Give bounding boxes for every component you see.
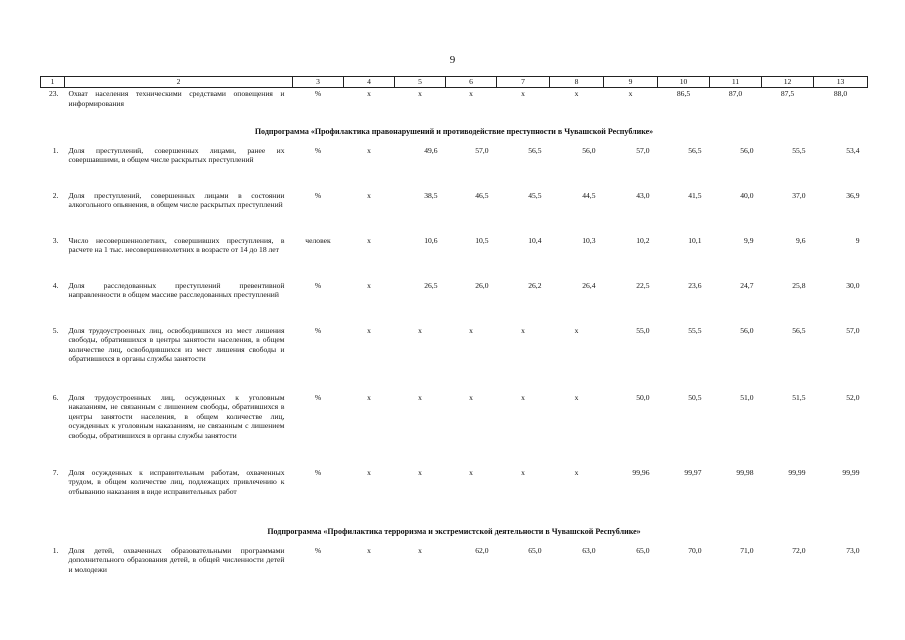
table-header bbox=[41, 77, 868, 88]
value-cell: 55,5 bbox=[688, 325, 702, 335]
value-cell: 56,0 bbox=[740, 145, 754, 155]
table-row bbox=[41, 393, 868, 468]
indicator-name: Доля расследованных преступлений превентивной направленности в общем массиве расследованных преступлений bbox=[68, 280, 285, 300]
value-cell: 99,96 bbox=[632, 467, 650, 477]
value-cell: x bbox=[521, 325, 525, 335]
unit-cell: % bbox=[314, 467, 322, 477]
value-cell: 10,4 bbox=[528, 235, 542, 245]
unit-cell: % bbox=[314, 392, 322, 402]
value-cell: 88,0 bbox=[833, 89, 848, 98]
indicator-name: Доля преступлений, совершенных лицами, ранее их совершавшими, в общем числе раскрытых преступлений bbox=[68, 145, 285, 165]
section-row bbox=[41, 518, 868, 546]
value-cell: x bbox=[469, 89, 473, 98]
value-cell: 55,5 bbox=[792, 145, 806, 155]
value-cell: 71,0 bbox=[740, 545, 754, 555]
table-row bbox=[41, 88, 868, 118]
value-cell: x bbox=[367, 325, 371, 335]
column-header: 13 bbox=[814, 77, 868, 88]
row-number: 7. bbox=[52, 467, 59, 477]
value-cell: 26,2 bbox=[528, 280, 542, 290]
value-cell: 56,5 bbox=[688, 145, 702, 155]
value-cell: 26,0 bbox=[475, 280, 489, 290]
value-cell: 46,5 bbox=[475, 190, 489, 200]
value-cell: 65,0 bbox=[528, 545, 542, 555]
indicators-table bbox=[40, 76, 868, 582]
value-cell: x bbox=[418, 392, 422, 402]
value-cell: 65,0 bbox=[636, 545, 650, 555]
column-header: 3 bbox=[293, 77, 344, 88]
unit-cell: % bbox=[314, 545, 322, 555]
value-cell: x bbox=[521, 89, 525, 98]
value-cell: x bbox=[367, 392, 371, 402]
value-cell: 56,0 bbox=[582, 145, 596, 155]
value-cell: x bbox=[521, 392, 525, 402]
section-title: Подпрограмма «Профилактика терроризма и экстремистской деятельности в Чувашской Республике» bbox=[267, 526, 641, 536]
value-cell: 23,6 bbox=[688, 280, 702, 290]
row-number: 23. bbox=[49, 89, 59, 98]
value-cell: x bbox=[367, 190, 371, 200]
column-header: 8 bbox=[550, 77, 604, 88]
value-cell: 49,6 bbox=[424, 145, 438, 155]
unit-cell: % bbox=[314, 325, 322, 335]
indicator-name: Доля детей, охваченных образовательными программами дополнительного образования детей, в общей численности детей и молодежи bbox=[68, 545, 285, 574]
indicator-name: Доля трудоустроенных лиц, осужденных к уголовным наказаниям, не связанным с лишением свободы, обратившихся в центры занятости населения, в общем количестве лиц, осужденных к уголовным наказаниям, не связанным с лишением свободы, обратившихся в органы службы занятости bbox=[68, 392, 285, 440]
indicator-name: Охват населения техническими средствами оповещения и информирования bbox=[68, 89, 285, 108]
table-row bbox=[41, 146, 868, 191]
value-cell: 51,0 bbox=[740, 392, 754, 402]
section-title: Подпрограмма «Профилактика правонарушений и противодействие преступности в Чувашской Республике» bbox=[254, 126, 654, 136]
value-cell: 56,5 bbox=[792, 325, 806, 335]
column-header: 7 bbox=[497, 77, 550, 88]
unit-cell: % bbox=[314, 145, 322, 155]
value-cell: 87,5 bbox=[780, 89, 795, 98]
value-cell: x bbox=[574, 325, 579, 335]
row-number: 2. bbox=[52, 190, 59, 200]
value-cell: 10,6 bbox=[424, 235, 438, 245]
value-cell: x bbox=[367, 467, 371, 477]
value-cell: x bbox=[418, 467, 422, 477]
value-cell: x bbox=[367, 89, 371, 98]
value-cell: x bbox=[521, 467, 525, 477]
indicator-name: Число несовершеннолетних, совершивших преступления, в расчете на 1 тыс. несовершеннолетних в возрасте от 14 до 18 лет bbox=[68, 235, 285, 255]
value-cell: 10,3 bbox=[582, 235, 596, 245]
value-cell: 57,0 bbox=[475, 145, 489, 155]
value-cell: x bbox=[469, 467, 473, 477]
value-cell: 45,5 bbox=[528, 190, 542, 200]
column-header: 9 bbox=[604, 77, 658, 88]
value-cell: 99,99 bbox=[842, 467, 860, 477]
table-row bbox=[41, 468, 868, 518]
value-cell: 40,0 bbox=[740, 190, 754, 200]
value-cell: 56,5 bbox=[528, 145, 542, 155]
column-header: 1 bbox=[41, 77, 65, 88]
value-cell: x bbox=[574, 89, 579, 98]
table-row bbox=[41, 191, 868, 236]
column-header: 11 bbox=[710, 77, 762, 88]
value-cell: 9,6 bbox=[796, 235, 806, 245]
value-cell: 26,5 bbox=[424, 280, 438, 290]
row-number: 5. bbox=[52, 325, 59, 335]
value-cell: 44,5 bbox=[582, 190, 596, 200]
indicator-name: Доля трудоустроенных лиц, освободившихся из мест лишения свободы, обратившихся в центры занятости населения, в общем количестве лиц, освободившихся из мест лишения свободы и обратившихся в органы службы занятости bbox=[68, 325, 285, 364]
column-header: 12 bbox=[762, 77, 814, 88]
value-cell: 9 bbox=[855, 235, 860, 245]
value-cell: 56,0 bbox=[740, 325, 754, 335]
column-header: 6 bbox=[446, 77, 497, 88]
value-cell: 50,5 bbox=[688, 392, 702, 402]
value-cell: 63,0 bbox=[582, 545, 596, 555]
value-cell: 37,0 bbox=[792, 190, 806, 200]
value-cell: 57,0 bbox=[636, 145, 650, 155]
column-header: 10 bbox=[658, 77, 710, 88]
value-cell: x bbox=[367, 145, 371, 155]
value-cell: 10,5 bbox=[475, 235, 489, 245]
row-number: 1. bbox=[52, 545, 59, 555]
value-cell: 9,9 bbox=[744, 235, 754, 245]
value-cell: x bbox=[418, 325, 422, 335]
row-number: 4. bbox=[52, 280, 59, 290]
value-cell: 72,0 bbox=[792, 545, 806, 555]
value-cell: 51,5 bbox=[792, 392, 806, 402]
value-cell: 26,4 bbox=[582, 280, 596, 290]
value-cell: 38,5 bbox=[424, 190, 438, 200]
value-cell: x bbox=[628, 89, 633, 98]
value-cell: x bbox=[574, 467, 579, 477]
unit-cell: % bbox=[314, 190, 322, 200]
indicator-name: Доля осужденных к исправительным работам, охваченных трудом, в общем количестве лиц, подлежащих привлечению к отбыванию наказания в виде исправительных работ bbox=[68, 467, 285, 496]
value-cell: x bbox=[418, 89, 422, 98]
value-cell: 50,0 bbox=[636, 392, 650, 402]
table-row bbox=[41, 546, 868, 582]
section-row bbox=[41, 118, 868, 146]
value-cell: 99,97 bbox=[684, 467, 702, 477]
value-cell: 62,0 bbox=[475, 545, 489, 555]
value-cell: x bbox=[469, 325, 473, 335]
value-cell: 87,0 bbox=[728, 89, 743, 98]
value-cell: 10,1 bbox=[688, 235, 702, 245]
value-cell: x bbox=[469, 392, 473, 402]
indicator-name: Доля преступлений, совершенных лицами в состоянии алкогольного опьянения, в общем числе раскрытых преступлений bbox=[68, 190, 285, 210]
value-cell: 43,0 bbox=[636, 190, 650, 200]
table-row bbox=[41, 281, 868, 326]
value-cell: 30,0 bbox=[846, 280, 860, 290]
unit-cell: % bbox=[314, 89, 322, 98]
column-number-row bbox=[41, 77, 868, 88]
value-cell: 99,99 bbox=[788, 467, 806, 477]
value-cell: 57,0 bbox=[846, 325, 860, 335]
table-row bbox=[41, 236, 868, 281]
value-cell: 99,98 bbox=[736, 467, 754, 477]
value-cell: 36,9 bbox=[846, 190, 860, 200]
value-cell: 52,0 bbox=[846, 392, 860, 402]
value-cell: 55,0 bbox=[636, 325, 650, 335]
row-number: 1. bbox=[52, 145, 59, 155]
value-cell: 25,8 bbox=[792, 280, 806, 290]
value-cell: 73,0 bbox=[846, 545, 860, 555]
unit-cell: % bbox=[314, 280, 322, 290]
value-cell: x bbox=[367, 545, 371, 555]
unit-cell: человек bbox=[305, 235, 331, 245]
value-cell: x bbox=[574, 392, 579, 402]
row-number: 3. bbox=[52, 235, 59, 245]
value-cell: 86,5 bbox=[676, 89, 691, 98]
value-cell: x bbox=[367, 280, 371, 290]
value-cell: 41,5 bbox=[688, 190, 702, 200]
value-cell: 24,7 bbox=[740, 280, 754, 290]
value-cell: x bbox=[418, 545, 422, 555]
page-number: 9 bbox=[449, 54, 456, 66]
value-cell: 70,0 bbox=[688, 545, 702, 555]
column-header: 4 bbox=[344, 77, 395, 88]
value-cell: 22,5 bbox=[636, 280, 650, 290]
row-number: 6. bbox=[52, 392, 59, 402]
value-cell: 10,2 bbox=[636, 235, 650, 245]
value-cell: 53,4 bbox=[846, 145, 860, 155]
column-header: 5 bbox=[395, 77, 446, 88]
column-header: 2 bbox=[65, 77, 293, 88]
value-cell: x bbox=[367, 235, 371, 245]
table-row bbox=[41, 326, 868, 393]
